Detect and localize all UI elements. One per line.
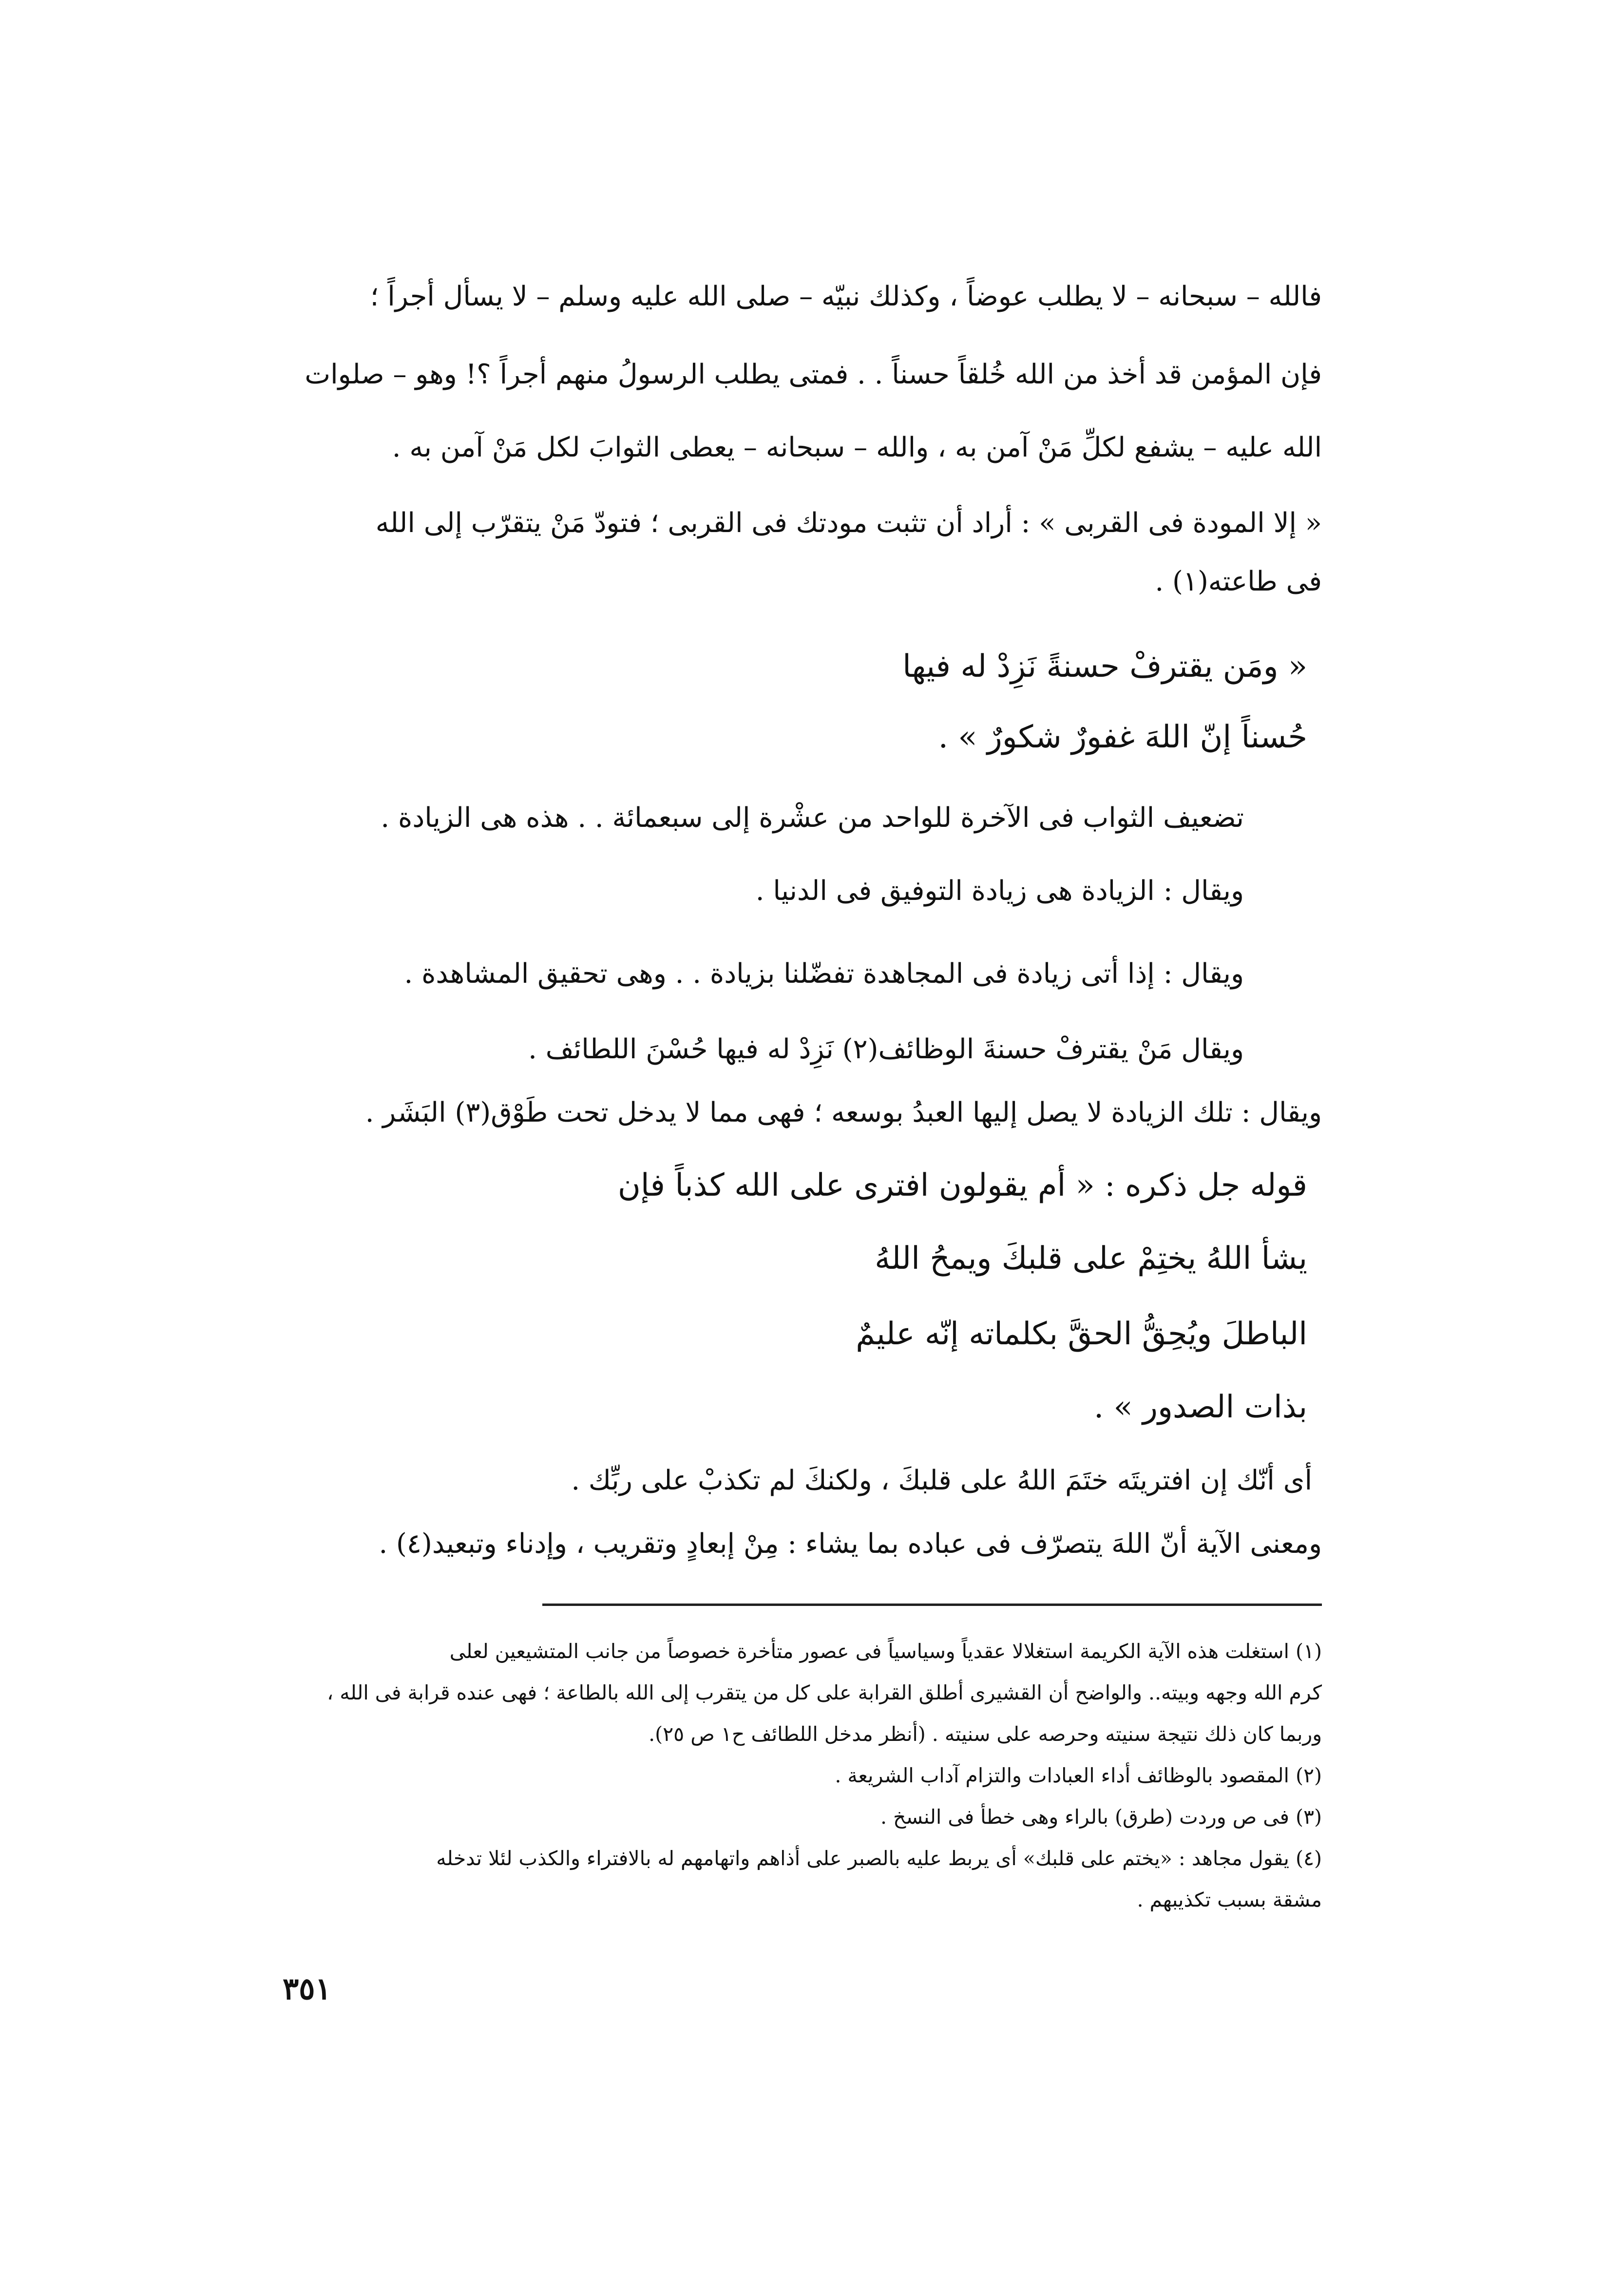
footnote-line: (٣) فى ص وردت (طرق) بالراء وهى خطأ فى النسخ . — [880, 1805, 1322, 1829]
footnote-line: (٤) يقول مجاهد : «يختم على قلبك» أى يربط عليه بالصبر على أذاهم واتهامهم له بالافتراء والكذب لئلا تدخله — [436, 1847, 1322, 1870]
body-line: « إلا المودة فى القربى » : أراد أن تثبت مودتك فى القربى ؛ فتودّ مَنْ يتقرّب إلى الله — [375, 507, 1322, 539]
footnote-line: (١) استغلت هذه الآية الكريمة استغلالا عقدياً وسياسياً فى عصور متأخرة خصوصاً من جانب المتشيعين لعلى — [449, 1640, 1322, 1663]
body-line: فى طاعته(١) . — [1155, 566, 1322, 597]
footnote-line: مشقة بسبب تكذيبهم . — [1137, 1888, 1322, 1911]
quran-verse-line: بذات الصدور » . — [1093, 1389, 1307, 1425]
page-number: ٣٥١ — [283, 1971, 331, 2006]
body-line: فإن المؤمن قد أخذ من الله خُلقاً حسناً . . فمتى يطلب الرسولُ منهم أجراً ؟! وهو – صلوات — [305, 359, 1322, 390]
body-line: تضعيف الثواب فى الآخرة للواحد من عشْرة إلى سبعمائة . . هذه هى الزيادة . — [381, 802, 1244, 834]
body-line: ويقال : إذا أتى زيادة فى المجاهدة تفضّلنا بزيادة . . وهى تحقيق المشاهدة . — [404, 958, 1244, 990]
quran-verse-line: « ومَن يقترفْ حسنةً نَزِدْ له فيها — [902, 649, 1307, 685]
quran-verse-line: يشأ اللهُ يختِمْ على قلبكَ ويمحُ اللهُ — [875, 1241, 1307, 1277]
body-line: ومعنى الآية أنّ اللهَ يتصرّف فى عباده بما يشاء : مِنْ إبعادٍ وتقريب ، وإدناء وتبعيد(٤) . — [379, 1528, 1322, 1560]
body-line: ويقال : تلك الزيادة لا يصل إليها العبدُ بوسعه ؛ فهى مما لا يدخل تحت طَوْق(٣) البَشَر . — [365, 1097, 1322, 1128]
footnote-divider — [542, 1604, 1322, 1606]
footnote-line: وربما كان ذلك نتيجة سنيته وحرصه على سنيته . (أنظر مدخل اللطائف ح١ ص ٢٥). — [649, 1722, 1322, 1746]
footnote-line: (٢) المقصود بالوظائف أداء العبادات والتزام آداب الشريعة . — [835, 1764, 1322, 1787]
body-line: ويقال : الزيادة هى زيادة التوفيق فى الدنيا . — [755, 875, 1244, 907]
body-line: فالله – سبحانه – لا يطلب عوضاً ، وكذلك نبيّه – صلى الله عليه وسلم – لا يسأل أجراً ؛ — [370, 281, 1322, 312]
quran-verse-line: الباطلَ ويُحِقُّ الحقَّ بكلماته إنّه عليمٌ — [856, 1316, 1307, 1352]
footnote-line: كرم الله وجهه وبيته.. والواضح أن القشيرى أطلق القرابة على كل من يتقرب إلى الله بالطاعة ؛ فهى عنده قرابة فى الله ، — [327, 1681, 1322, 1704]
quran-verse-line: حُسناً إنّ اللهَ غفورٌ شكورٌ » . — [938, 719, 1307, 755]
body-line: أى أنّك إن افتريتَه ختَمَ اللهُ على قلبكَ ، ولكنكَ لم تكذبْ على ربِّك . — [571, 1465, 1312, 1496]
quran-verse-line: قوله جل ذكره : « أم يقولون افترى على الله كذباً فإن — [617, 1167, 1307, 1203]
body-line: الله عليه – يشفع لكلِّ مَنْ آمن به ، والله – سبحانه – يعطى الثوابَ لكل مَنْ آمن به . — [392, 432, 1322, 463]
body-line: ويقال مَنْ يقترفْ حسنةَ الوظائف(٢) نَزِدْ له فيها حُسْنَ اللطائف . — [528, 1033, 1244, 1065]
